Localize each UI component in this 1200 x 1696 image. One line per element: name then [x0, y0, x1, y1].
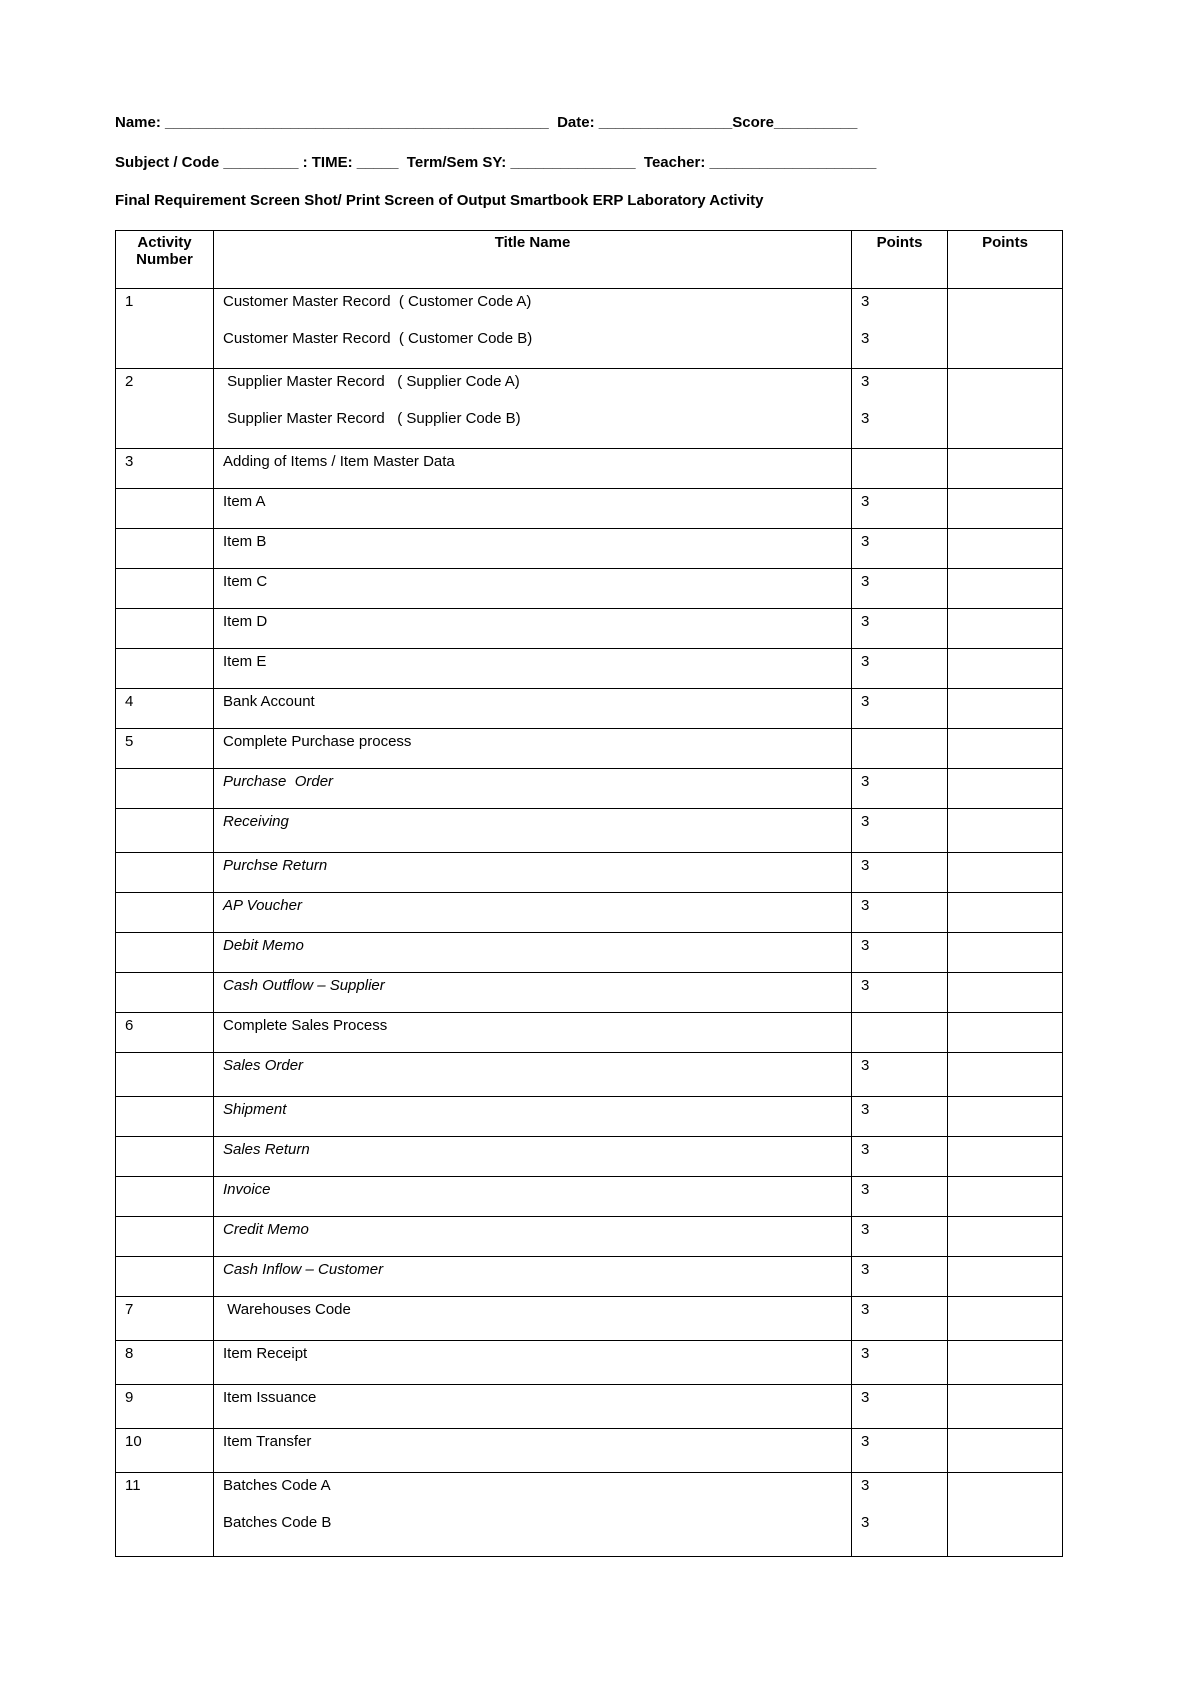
activity-number-cell [116, 853, 214, 893]
score-cell [948, 729, 1063, 769]
table-row [116, 1053, 1063, 1097]
title-name-cell [214, 1341, 852, 1385]
table-row [116, 609, 1063, 649]
title-name-cell [214, 933, 852, 973]
points-cell [852, 853, 948, 893]
table-row [116, 1473, 1063, 1557]
points-value: 3 [861, 373, 870, 390]
activity-number-cell [116, 649, 214, 689]
points-cell [852, 933, 948, 973]
points-cell [852, 609, 948, 649]
score-cell [948, 769, 1063, 809]
title-name-cell [214, 289, 852, 369]
table-row [116, 649, 1063, 689]
activity-number-cell [116, 489, 214, 529]
title-text: Adding of Items / Item Master Data [223, 453, 455, 470]
score-cell [948, 1097, 1063, 1137]
title-text: Customer Master Record ( Customer Code B) [223, 330, 533, 347]
points-value: 3 [861, 493, 870, 510]
activity-number-cell: 7 [116, 1297, 214, 1341]
title-text: Sales Return [223, 1141, 310, 1158]
points-value: 3 [861, 857, 870, 874]
table-row [116, 1217, 1063, 1257]
table-row [116, 1297, 1063, 1341]
title-text: Item E [223, 653, 267, 670]
column-header-points: Points [852, 231, 948, 289]
column-header-points-score: Points [948, 231, 1063, 289]
table-row [116, 933, 1063, 973]
points-cell [852, 1297, 948, 1341]
title-text: Customer Master Record ( Customer Code A) [223, 293, 532, 310]
points-cell [852, 973, 948, 1013]
table-row [116, 853, 1063, 893]
points-value: 3 [861, 1389, 870, 1406]
activity-number-cell: 8 [116, 1341, 214, 1385]
activity-number-cell: 9 [116, 1385, 214, 1429]
column-header-title-name: Title Name [214, 231, 852, 289]
subject-time-term-teacher-line: Subject / Code _________ : TIME: _____ Term/Sem SY: _______________ Teacher: ____________________ [115, 154, 877, 171]
activity-number-cell [116, 1217, 214, 1257]
points-cell [852, 769, 948, 809]
score-cell [948, 369, 1063, 449]
table-row [116, 449, 1063, 489]
title-text: Credit Memo [223, 1221, 309, 1238]
activity-number-cell: 3 [116, 449, 214, 489]
title-name-cell [214, 729, 852, 769]
table-row [116, 289, 1063, 369]
score-cell [948, 1385, 1063, 1429]
activity-number-cell [116, 933, 214, 973]
activity-number-cell [116, 893, 214, 933]
points-cell [852, 1473, 948, 1557]
points-value: 3 [861, 653, 870, 670]
points-value: 3 [861, 1301, 870, 1318]
points-value: 3 [861, 693, 870, 710]
table-row [116, 569, 1063, 609]
points-value: 3 [861, 1477, 870, 1494]
activity-number-cell: 11 [116, 1473, 214, 1557]
points-cell [852, 1217, 948, 1257]
points-value [861, 453, 938, 470]
score-cell [948, 529, 1063, 569]
points-cell [852, 1257, 948, 1297]
title-text: Item C [223, 573, 268, 590]
points-value [861, 733, 938, 750]
title-text: Cash Inflow – Customer [223, 1261, 384, 1278]
activity-number-cell [116, 1053, 214, 1097]
title-text: Item Receipt [223, 1345, 308, 1362]
title-text: Debit Memo [223, 937, 304, 954]
title-text: Shipment [223, 1101, 287, 1118]
title-text: Complete Purchase process [223, 733, 412, 750]
score-cell [948, 973, 1063, 1013]
points-cell [852, 1385, 948, 1429]
points-cell [852, 569, 948, 609]
activity-number-cell [116, 809, 214, 853]
table-row [116, 529, 1063, 569]
points-cell [852, 1177, 948, 1217]
activity-number-cell [116, 973, 214, 1013]
table-row [116, 809, 1063, 853]
table-row [116, 689, 1063, 729]
points-cell [852, 289, 948, 369]
points-value: 3 [861, 613, 870, 630]
points-value: 3 [861, 1057, 870, 1074]
score-cell [948, 1177, 1063, 1217]
table-row [116, 1097, 1063, 1137]
points-cell [852, 1429, 948, 1473]
score-cell [948, 853, 1063, 893]
activity-number-cell: 5 [116, 729, 214, 769]
title-text: Cash Outflow – Supplier [223, 977, 385, 994]
column-header-activity-number: Activity Number [116, 231, 214, 289]
score-cell [948, 649, 1063, 689]
activity-number-cell [116, 529, 214, 569]
title-text: Batches Code A [223, 1477, 331, 1494]
points-value: 3 [861, 813, 870, 830]
title-name-cell [214, 569, 852, 609]
points-cell [852, 529, 948, 569]
title-text: Purchse Return [223, 857, 328, 874]
points-value: 3 [861, 1141, 870, 1158]
score-cell [948, 1473, 1063, 1557]
points-value: 3 [861, 937, 870, 954]
table-row [116, 893, 1063, 933]
points-value: 3 [861, 977, 870, 994]
title-name-cell [214, 973, 852, 1013]
title-name-cell [214, 1473, 852, 1557]
score-cell [948, 1013, 1063, 1053]
title-name-cell [214, 649, 852, 689]
points-value: 3 [861, 897, 870, 914]
points-value: 3 [861, 410, 870, 427]
table-body [116, 289, 1063, 1557]
title-text: Batches Code B [223, 1514, 332, 1531]
title-name-cell [214, 609, 852, 649]
activity-number-cell: 6 [116, 1013, 214, 1053]
title-text: Item Issuance [223, 1389, 317, 1406]
title-name-cell [214, 893, 852, 933]
title-text: Item B [223, 533, 267, 550]
table-row [116, 973, 1063, 1013]
title-text: Item Transfer [223, 1433, 312, 1450]
points-cell [852, 489, 948, 529]
title-text: Purchase Order [223, 773, 334, 790]
activity-number-cell: 4 [116, 689, 214, 729]
title-text: Complete Sales Process [223, 1017, 388, 1034]
score-cell [948, 609, 1063, 649]
title-name-cell [214, 1177, 852, 1217]
table-row [116, 729, 1063, 769]
title-name-cell [214, 1097, 852, 1137]
activity-number-cell: 2 [116, 369, 214, 449]
title-name-cell [214, 1137, 852, 1177]
title-text: Warehouses Code [223, 1301, 351, 1318]
table-row [116, 769, 1063, 809]
points-value: 3 [861, 773, 870, 790]
score-cell [948, 289, 1063, 369]
table-row [116, 1385, 1063, 1429]
title-name-cell [214, 1257, 852, 1297]
title-text: Supplier Master Record ( Supplier Code B) [223, 410, 521, 427]
points-cell [852, 893, 948, 933]
score-cell [948, 933, 1063, 973]
table-row [116, 369, 1063, 449]
title-text: Item A [223, 493, 266, 510]
title-name-cell [214, 809, 852, 853]
activity-number-cell [116, 1137, 214, 1177]
document-title: Final Requirement Screen Shot/ Print Screen of Output Smartbook ERP Laboratory Activity [115, 192, 764, 209]
title-text: Bank Account [223, 693, 315, 710]
activity-table [115, 230, 1063, 1557]
table-row [116, 1429, 1063, 1473]
points-value: 3 [861, 533, 870, 550]
score-cell [948, 449, 1063, 489]
title-text: Invoice [223, 1181, 271, 1198]
points-value: 3 [861, 573, 870, 590]
title-name-cell [214, 1013, 852, 1053]
points-cell [852, 1137, 948, 1177]
table-row [116, 1137, 1063, 1177]
score-cell [948, 1053, 1063, 1097]
points-cell [852, 1013, 948, 1053]
points-cell [852, 729, 948, 769]
title-text: Sales Order [223, 1057, 304, 1074]
points-value: 3 [861, 1433, 870, 1450]
title-text: Item D [223, 613, 268, 630]
title-name-cell [214, 369, 852, 449]
score-cell [948, 1429, 1063, 1473]
activity-number-cell [116, 569, 214, 609]
points-value: 3 [861, 293, 870, 310]
score-cell [948, 1217, 1063, 1257]
activity-number-cell [116, 1177, 214, 1217]
score-cell [948, 569, 1063, 609]
score-cell [948, 689, 1063, 729]
score-cell [948, 1341, 1063, 1385]
name-date-score-line: Name: ______________________________________________ Date: ________________Score__________ [115, 114, 858, 131]
title-name-cell [214, 489, 852, 529]
points-value: 3 [861, 330, 870, 347]
score-cell [948, 1257, 1063, 1297]
points-cell [852, 449, 948, 489]
title-name-cell [214, 1053, 852, 1097]
points-value: 3 [861, 1514, 870, 1531]
table-row [116, 1013, 1063, 1053]
title-text: Receiving [223, 813, 289, 830]
points-value: 3 [861, 1181, 870, 1198]
points-value: 3 [861, 1221, 870, 1238]
table-row [116, 1257, 1063, 1297]
activity-number-cell: 10 [116, 1429, 214, 1473]
title-name-cell [214, 1217, 852, 1257]
score-cell [948, 1137, 1063, 1177]
table-row [116, 489, 1063, 529]
activity-number-cell [116, 1097, 214, 1137]
points-cell [852, 1341, 948, 1385]
points-cell [852, 1053, 948, 1097]
title-name-cell [214, 449, 852, 489]
score-cell [948, 893, 1063, 933]
points-cell [852, 369, 948, 449]
score-cell [948, 809, 1063, 853]
title-name-cell [214, 689, 852, 729]
points-value [861, 1017, 938, 1034]
title-name-cell [214, 1429, 852, 1473]
points-value: 3 [861, 1345, 870, 1362]
title-name-cell [214, 853, 852, 893]
activity-number-cell [116, 1257, 214, 1297]
table-row [116, 1341, 1063, 1385]
points-value: 3 [861, 1101, 870, 1118]
points-cell [852, 1097, 948, 1137]
title-text: AP Voucher [223, 897, 302, 914]
points-cell [852, 809, 948, 853]
title-name-cell [214, 1385, 852, 1429]
activity-number-cell [116, 769, 214, 809]
title-name-cell [214, 769, 852, 809]
points-cell [852, 649, 948, 689]
table-row [116, 1177, 1063, 1217]
points-cell [852, 689, 948, 729]
title-name-cell [214, 1297, 852, 1341]
table-header-row [116, 231, 1063, 289]
activity-number-cell [116, 609, 214, 649]
score-cell [948, 1297, 1063, 1341]
title-name-cell [214, 529, 852, 569]
title-text: Supplier Master Record ( Supplier Code A) [223, 373, 520, 390]
score-cell [948, 489, 1063, 529]
points-value: 3 [861, 1261, 870, 1278]
activity-number-cell: 1 [116, 289, 214, 369]
